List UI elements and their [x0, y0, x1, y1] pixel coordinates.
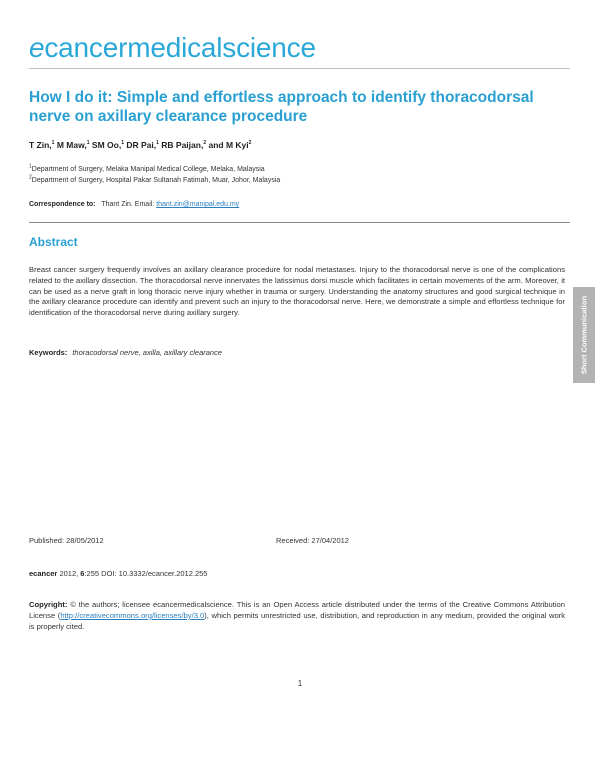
- abstract-heading: Abstract: [29, 235, 78, 249]
- license-link[interactable]: http://creativecommons.org/licenses/by/3.0: [60, 611, 205, 620]
- logo-e: e: [29, 32, 45, 63]
- correspondence-label: Correspondence to:: [29, 201, 96, 208]
- published-date: Published: 28/05/2012: [29, 536, 104, 545]
- author: RB Paijan,$^2$: [161, 140, 207, 150]
- copyright-label: Copyright:: [29, 600, 68, 609]
- abstract-body: Breast cancer surgery frequently involves an axillary clearance procedure for nodal metastases. Injury to the thoracodorsal nerve is one of the complications related to the axillary dissection. The thoracodorsal nerve innervates the latissimus dorsi muscle which facilitates in certain movements of the arm. Moreover, it can be used as a nerve graft in long thoracic nerve injury whether in trauma or surgery. Understanding the anatomy structures and good surgical technique in the axillary clearance procedure can identify and prevent such an injury to the thoracodorsal nerve. Here, we demonstrate a simple and effortless technique for identification of the thoracodorsal nerve during axillary surgery.: [29, 265, 565, 318]
- section-divider: [29, 222, 570, 223]
- keywords-label: Keywords:: [29, 348, 68, 357]
- logo-text: cancermedicalscience: [44, 32, 316, 63]
- author-list: [29, 140, 251, 150]
- journal-logo: [29, 33, 316, 63]
- author: T Zin,$^1$: [29, 140, 55, 150]
- copyright-notice: Copyright: © the authors; licensee ecancermedicalscience. This is an Open Access article distributed under the terms of the Creative Commons Attribution License (http://creativecommons.org/licenses/by/3.0), which permits unrestricted use, distribution, and reproduction in any medium, provided the original work is properly cited.: [29, 600, 565, 631]
- keywords-text: thoracodorsal nerve, axilla, axillary clearance: [72, 348, 222, 357]
- article-type-tab: [573, 287, 595, 383]
- keywords: [29, 348, 222, 357]
- received-date: Received: 27/04/2012: [276, 536, 349, 545]
- header-divider: [29, 68, 570, 69]
- affiliation: $^2$Department of Surgery, Hospital Pakar Sultanah Fatimah, Muar, Johor, Malaysia: [29, 174, 281, 184]
- article-type-label: Short Communication: [579, 295, 589, 375]
- correspondence: Correspondence to: Thant Zin. Email: thant.zin@manipal.edu.my: [29, 201, 240, 208]
- page-number: 1: [297, 679, 303, 688]
- citation: ecancer 2012, 6:255 DOI: 10.3332/ecancer.2012.255: [29, 569, 208, 578]
- author: M Maw,$^1$: [56, 140, 90, 150]
- author: and M Kyi$^2$: [208, 140, 252, 150]
- author: SM Oo,$^1$: [91, 140, 124, 150]
- article-title: How I do it: Simple and effortless approach to identify thoracodorsal nerve on axillary clearance procedure: [29, 89, 534, 125]
- author: DR Pai,$^1$: [126, 140, 159, 150]
- email-link[interactable]: thant.zin@manipal.edu.my: [156, 201, 240, 208]
- affiliation: $^1$Department of Surgery, Melaka Manipal Medical College, Melaka, Malaysia: [29, 163, 265, 173]
